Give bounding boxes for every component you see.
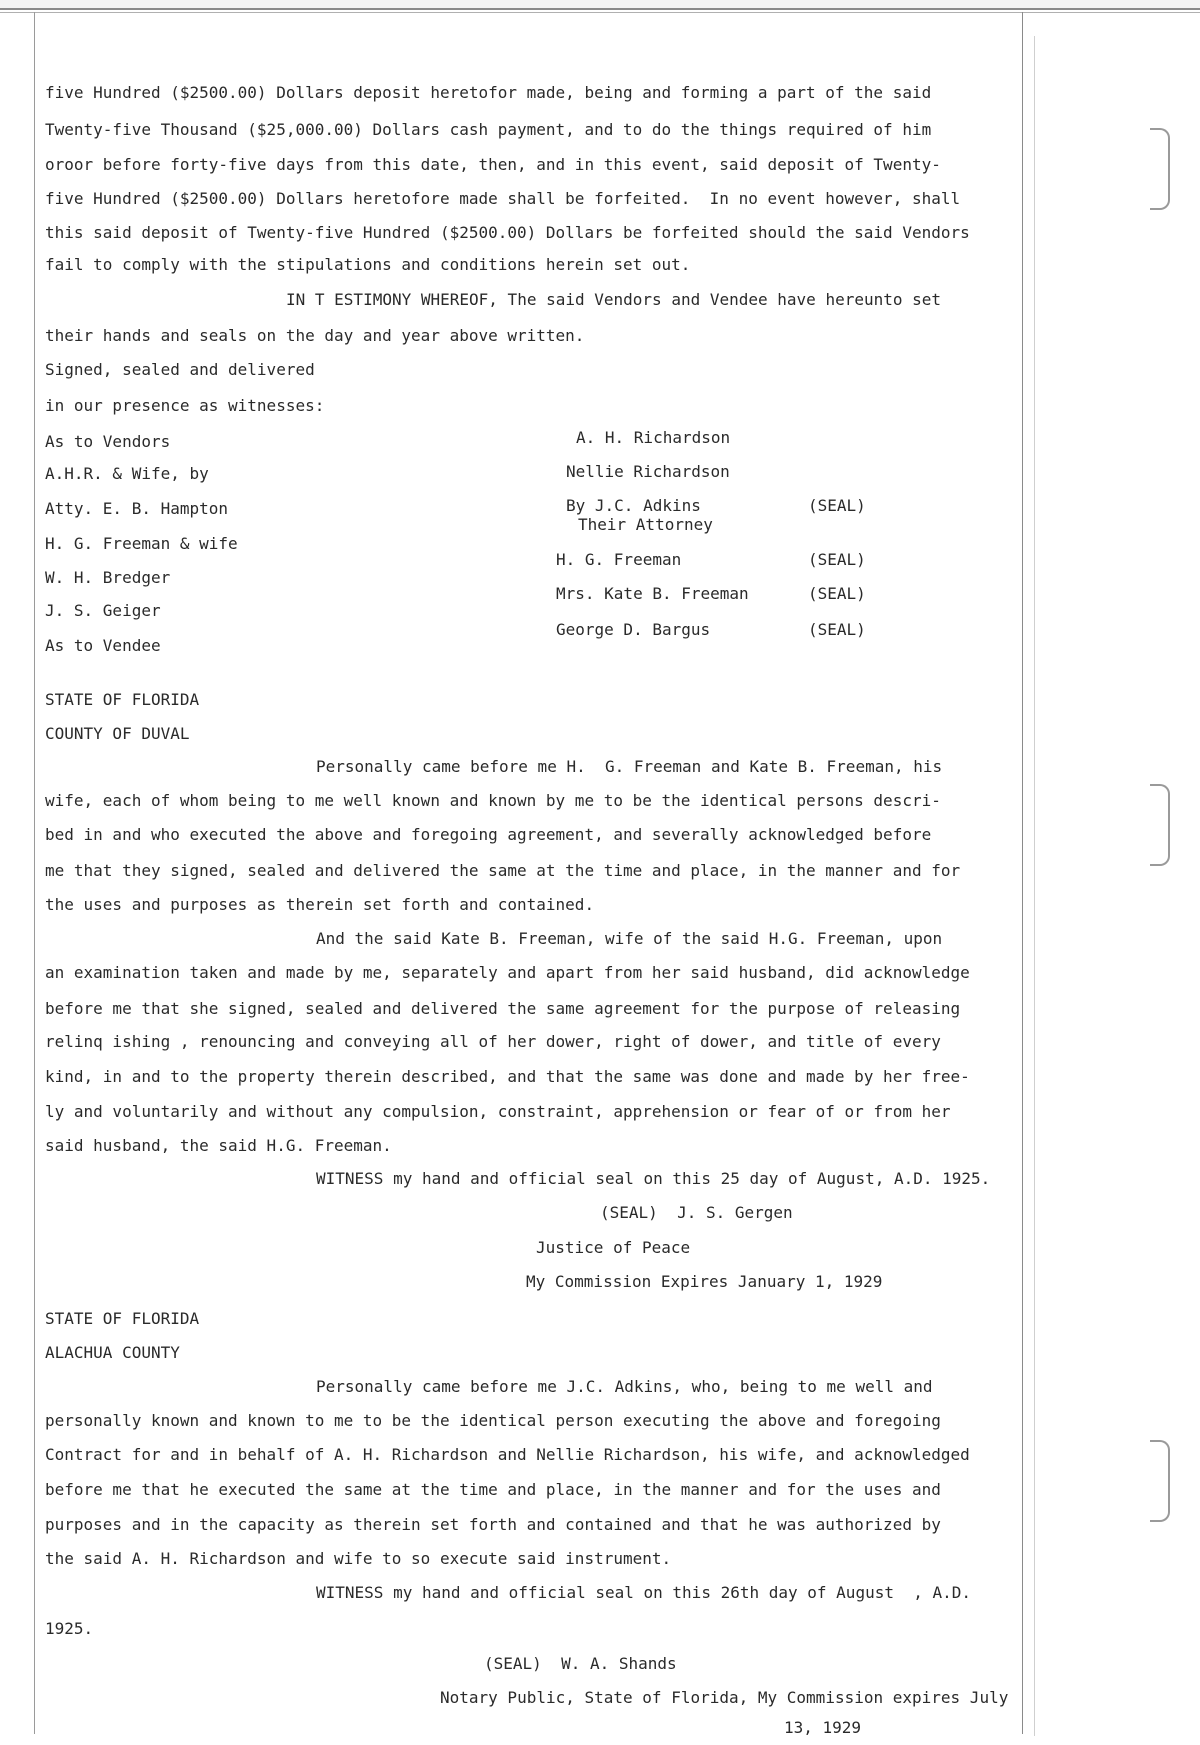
text-line: personally known and known to me to be the identical person executing the above and foregoing xyxy=(45,1411,941,1430)
right-margin-rule xyxy=(1022,12,1023,1734)
text-line: this said deposit of Twenty-five Hundred ($2500.00) Dollars be forfeited should the said Vendors xyxy=(45,223,970,242)
witness-year: 1925. xyxy=(45,1619,94,1638)
signatory-name: Mrs. Kate B. Freeman xyxy=(556,584,749,603)
venue-county: ALACHUA COUNTY xyxy=(45,1343,180,1362)
venue-state: STATE OF FLORIDA xyxy=(45,690,200,709)
notary-expiry: 13, 1929 xyxy=(784,1718,862,1737)
jp-commission: My Commission Expires January 1, 1929 xyxy=(526,1272,883,1291)
text-line: an examination taken and made by me, separately and apart from her said husband, did acknowledge xyxy=(45,963,970,982)
text-line: before me that she signed, sealed and delivered the same agreement for the purpose of releasing xyxy=(45,999,961,1018)
witness-entry: J. S. Geiger xyxy=(45,601,161,620)
notary-signature: (SEAL) W. A. Shands xyxy=(484,1654,677,1673)
signatory-role: Their Attorney xyxy=(578,515,713,534)
signatory-name: George D. Bargus xyxy=(556,620,711,639)
text-line: wife, each of whom being to me well known and known by me to be the identical persons descri- xyxy=(45,791,941,810)
jp-title: Justice of Peace xyxy=(536,1238,691,1257)
seal-mark: (SEAL) xyxy=(808,584,866,603)
seal-mark: (SEAL) xyxy=(808,620,866,639)
text-line: five Hundred ($2500.00) Dollars deposit heretofor made, being and forming a part of the said xyxy=(45,83,932,102)
signatory-name: H. G. Freeman xyxy=(556,550,682,569)
text-line: Twenty-five Thousand ($25,000.00) Dollars cash payment, and to do the things required of him xyxy=(45,120,932,139)
witness-entry: W. H. Bredger xyxy=(45,568,171,587)
text-line: oroor before forty-five days from this date, then, and in this event, said deposit of Twenty- xyxy=(45,155,941,174)
text-line: five Hundred ($2500.00) Dollars heretofore made shall be forfeited. In no event however, shall xyxy=(45,189,961,208)
witness-intro: Signed, sealed and delivered xyxy=(45,360,315,379)
seal-mark: (SEAL) xyxy=(808,550,866,569)
text-line: before me that he executed the same at the time and place, in the manner and for the uses and xyxy=(45,1480,941,1499)
binder-hole xyxy=(1150,128,1170,210)
text-line: the said A. H. Richardson and wife to so execute said instrument. xyxy=(45,1549,672,1568)
witness-entry: As to Vendors xyxy=(45,432,171,451)
venue-county: COUNTY OF DUVAL xyxy=(45,724,190,743)
text-line: And the said Kate B. Freeman, wife of the said H.G. Freeman, upon xyxy=(316,929,943,948)
venue-state: STATE OF FLORIDA xyxy=(45,1309,200,1328)
text-line: Contract for and in behalf of A. H. Richardson and Nellie Richardson, his wife, and acknowledged xyxy=(45,1445,970,1464)
binder-hole xyxy=(1150,784,1170,866)
signatory-name: By J.C. Adkins xyxy=(566,496,701,515)
witness-entry: A.H.R. & Wife, by xyxy=(45,464,209,483)
text-line: purposes and in the capacity as therein set forth and contained and that he was authorized by xyxy=(45,1515,941,1534)
witness-intro: in our presence as witnesses: xyxy=(45,396,325,415)
signatory-name: A. H. Richardson xyxy=(576,428,731,447)
binding-edge-rule xyxy=(1034,36,1035,1736)
witness-entry: Atty. E. B. Hampton xyxy=(45,499,229,518)
witness-entry: H. G. Freeman & wife xyxy=(45,534,238,553)
left-margin-rule xyxy=(34,12,35,1734)
page-top-rule xyxy=(0,12,1200,13)
page-top-edge xyxy=(0,0,1200,10)
seal-mark: (SEAL) xyxy=(808,496,866,515)
jp-signature: (SEAL) J. S. Gergen xyxy=(600,1203,793,1222)
witness-clause: WITNESS my hand and official seal on this 26th day of August , A.D. xyxy=(316,1583,972,1602)
testimony-clause: IN T ESTIMONY WHEREOF, The said Vendors and Vendee have hereunto set xyxy=(286,290,942,309)
text-line: me that they signed, sealed and delivered the same at the time and place, in the manner and for xyxy=(45,861,961,880)
text-line: said husband, the said H.G. Freeman. xyxy=(45,1136,392,1155)
text-line: Personally came before me H. G. Freeman and Kate B. Freeman, his xyxy=(316,757,943,776)
testimony-clause: their hands and seals on the day and year above written. xyxy=(45,326,585,345)
notary-title: Notary Public, State of Florida, My Commission expires July xyxy=(440,1688,1009,1707)
text-line: ly and voluntarily and without any compulsion, constraint, apprehension or fear of or from her xyxy=(45,1102,951,1121)
text-line: relinq ishing , renouncing and conveying all of her dower, right of dower, and title of every xyxy=(45,1032,941,1051)
witness-clause: WITNESS my hand and official seal on this 25 day of August, A.D. 1925. xyxy=(316,1169,991,1188)
text-line: bed in and who executed the above and foregoing agreement, and severally acknowledged before xyxy=(45,825,932,844)
witness-entry: As to Vendee xyxy=(45,636,161,655)
text-line: kind, in and to the property therein described, and that the same was done and made by her free- xyxy=(45,1067,970,1086)
text-line: the uses and purposes as therein set forth and contained. xyxy=(45,895,595,914)
binder-hole xyxy=(1150,1440,1170,1522)
text-line: Personally came before me J.C. Adkins, who, being to me well and xyxy=(316,1377,933,1396)
signatory-name: Nellie Richardson xyxy=(566,462,730,481)
text-line: fail to comply with the stipulations and conditions herein set out. xyxy=(45,255,691,274)
